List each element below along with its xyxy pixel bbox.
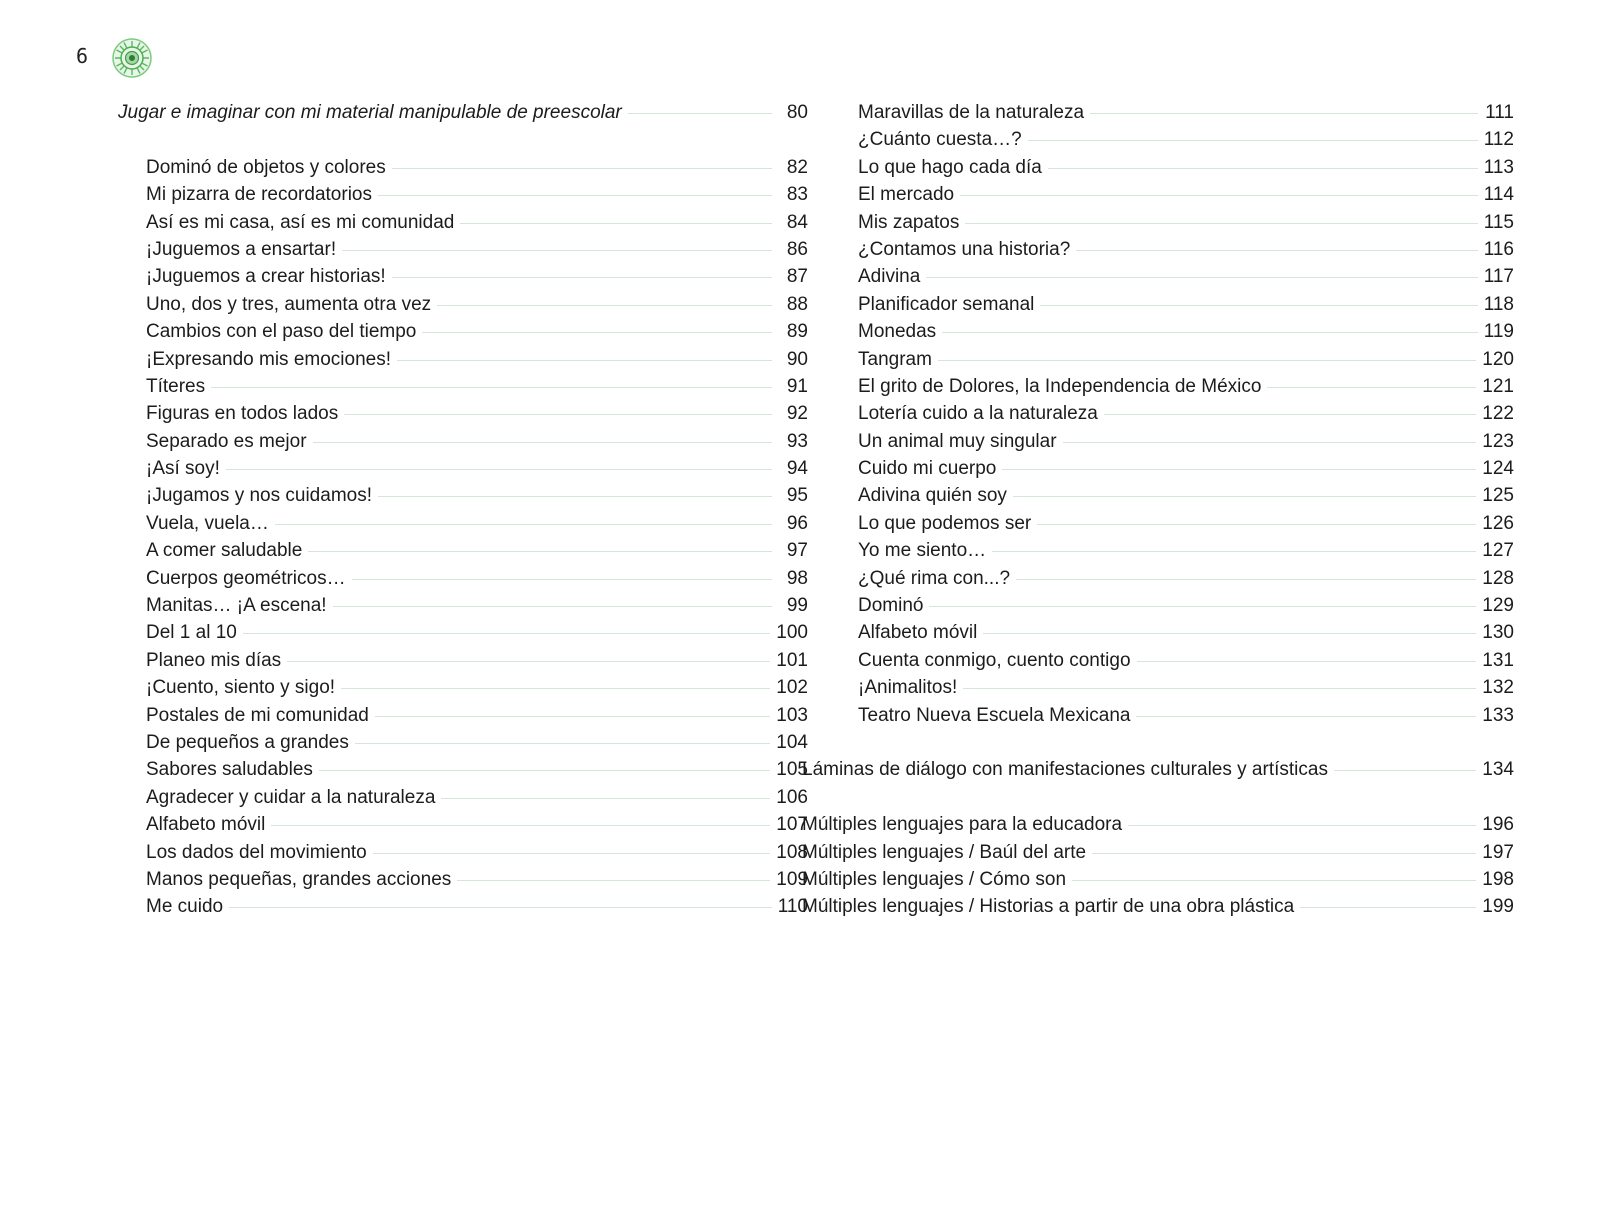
- toc-entry-title: Manos pequeñas, grandes acciones: [146, 868, 452, 890]
- toc-page-number: 95: [786, 485, 808, 507]
- toc-entry-title: Múltiples lenguajes / Cómo son: [802, 868, 1067, 890]
- toc-page-number: 130: [1482, 622, 1514, 644]
- toc-entry[interactable]: [830, 592, 1514, 619]
- toc-entry-title: Maravillas de la naturaleza: [858, 102, 1085, 123]
- dotted-leader: [341, 688, 770, 689]
- dotted-leader: [938, 360, 1476, 361]
- toc-entry-title: A comer saludable: [146, 540, 303, 562]
- dotted-leader: [437, 305, 772, 306]
- toc-entry-title: De pequeños a grandes: [146, 731, 349, 753]
- toc-entry-title: Lo que hago cada día: [858, 156, 1042, 178]
- dotted-leader: [441, 798, 770, 799]
- toc-right-sections: [802, 756, 1514, 783]
- toc-page-number: 110: [777, 896, 808, 918]
- toc-entry-title: ¿Cuánto cuesta…?: [858, 129, 1022, 151]
- toc-entry[interactable]: [830, 674, 1514, 701]
- toc-entry-title: Múltiples lenguajes para la educadora: [802, 814, 1123, 836]
- toc-entry[interactable]: [118, 291, 808, 318]
- toc-entry-title: Planeo mis días: [146, 649, 282, 671]
- dotted-leader: [333, 606, 772, 607]
- toc-page-number: 109: [776, 868, 808, 890]
- toc-page-number: 101: [776, 649, 808, 671]
- toc-page-number: 107: [776, 814, 808, 836]
- toc-page-number: 92: [786, 403, 808, 425]
- toc-entry[interactable]: [830, 647, 1514, 674]
- toc-entry-title: Títeres: [146, 375, 206, 397]
- toc-entry-title: ¡Juguemos a crear historias!: [146, 266, 386, 288]
- dotted-leader: [983, 633, 1476, 634]
- toc-page-number: 97: [786, 540, 808, 562]
- toc-entry[interactable]: [118, 866, 808, 893]
- dotted-leader: [960, 195, 1478, 196]
- toc-page-number: 93: [786, 430, 808, 452]
- toc-section-heading[interactable]: [118, 99, 808, 126]
- toc-entry-title: El mercado: [858, 184, 955, 206]
- toc-page-number: 126: [1482, 512, 1514, 534]
- toc-entry-title: ¡Juguemos a ensartar!: [146, 238, 337, 260]
- toc-entry-title: ¡Así soy!: [146, 458, 220, 480]
- toc-entry-title: Monedas: [858, 321, 937, 343]
- toc-entry-title: Cambios con el paso del tiempo: [146, 321, 417, 343]
- dotted-leader: [271, 825, 770, 826]
- dotted-leader: [926, 277, 1477, 278]
- toc-entry[interactable]: [830, 291, 1514, 318]
- dotted-leader: [355, 743, 770, 744]
- dotted-leader: [992, 551, 1476, 552]
- dotted-leader: [1063, 442, 1477, 443]
- toc-entry[interactable]: [118, 181, 808, 208]
- toc-page-number: 99: [786, 595, 808, 617]
- toc-multiple-languages-list: [802, 811, 1514, 921]
- toc-page-number: 199: [1482, 896, 1514, 918]
- toc-entry-title: Separado es mejor: [146, 430, 307, 452]
- toc-page-number: 94: [786, 458, 808, 480]
- toc-entry[interactable]: [118, 373, 808, 400]
- toc-page-number: 116: [1483, 238, 1514, 260]
- toc-page-number: 118: [1483, 293, 1514, 315]
- toc-page-number: 89: [786, 321, 808, 343]
- toc-entry[interactable]: [830, 181, 1514, 208]
- toc-page-number: 196: [1482, 814, 1514, 836]
- dotted-leader: [1104, 414, 1477, 415]
- toc-entry-title: ¡Jugamos y nos cuidamos!: [146, 485, 372, 507]
- toc-page-number: 197: [1482, 841, 1514, 863]
- dotted-leader: [308, 551, 772, 552]
- dotted-leader: [1037, 524, 1476, 525]
- toc-page-number: 108: [776, 841, 808, 863]
- toc-entry[interactable]: [118, 455, 808, 482]
- toc-section-title: Jugar e imaginar con mi material manipulable de preescolar: [118, 102, 622, 123]
- toc-entry[interactable]: [118, 619, 808, 646]
- dotted-leader: [460, 223, 772, 224]
- dotted-leader: [243, 633, 770, 634]
- toc-entry[interactable]: [802, 811, 1514, 838]
- toc-entry-title: Yo me siento…: [858, 540, 987, 562]
- toc-entry[interactable]: [118, 154, 808, 181]
- dotted-leader: [287, 661, 770, 662]
- toc-entry-title: Me cuido: [146, 896, 224, 918]
- dotted-leader: [378, 195, 772, 196]
- toc-page-number: 113: [1483, 156, 1514, 178]
- toc-page-number: 111: [1485, 102, 1514, 123]
- toc-page-number: 198: [1482, 868, 1514, 890]
- toc-page-number: 133: [1482, 704, 1514, 726]
- dotted-leader: [1016, 579, 1476, 580]
- toc-right-column: [802, 99, 1514, 921]
- dotted-leader: [1136, 716, 1476, 717]
- toc-entry[interactable]: [118, 784, 808, 811]
- dotted-leader: [342, 250, 772, 251]
- toc-page-number: 115: [1483, 211, 1514, 233]
- dotted-leader: [457, 880, 770, 881]
- toc-entry-title: Vuela, vuela…: [146, 512, 269, 534]
- toc-entry[interactable]: [830, 99, 1514, 126]
- toc-entry-title: Tangram: [858, 348, 932, 370]
- toc-page-number: 100: [776, 622, 808, 644]
- toc-entry-title: Cuenta conmigo, cuento contigo: [858, 649, 1131, 671]
- toc-page-number: 119: [1483, 321, 1514, 343]
- toc-entry[interactable]: [830, 537, 1514, 564]
- toc-entry[interactable]: [118, 428, 808, 455]
- toc-entry[interactable]: [830, 619, 1514, 646]
- dotted-leader: [1334, 770, 1476, 771]
- toc-page-number: 114: [1483, 184, 1514, 206]
- toc-page-number: 82: [786, 156, 808, 178]
- dotted-leader: [1048, 168, 1478, 169]
- dotted-leader: [929, 606, 1476, 607]
- dotted-leader: [1076, 250, 1477, 251]
- toc-entry[interactable]: [118, 592, 808, 619]
- toc-page-number: 103: [776, 704, 808, 726]
- toc-entry[interactable]: [802, 756, 1514, 783]
- toc-page-number: 84: [786, 211, 808, 233]
- toc-page-number: 86: [786, 238, 808, 260]
- toc-entry-title: Mi pizarra de recordatorios: [146, 184, 372, 206]
- dotted-leader: [226, 469, 772, 470]
- toc-entry[interactable]: [118, 839, 808, 866]
- toc-entry[interactable]: [118, 674, 808, 701]
- toc-entry[interactable]: [830, 428, 1514, 455]
- toc-entry[interactable]: [830, 209, 1514, 236]
- toc-entry[interactable]: [118, 756, 808, 783]
- dotted-leader: [1013, 496, 1476, 497]
- toc-page-number: 112: [1483, 129, 1514, 151]
- toc-page-number: 122: [1482, 403, 1514, 425]
- toc-entry[interactable]: [802, 893, 1514, 920]
- toc-page-number: 124: [1482, 458, 1514, 480]
- toc-entry-title: Teatro Nueva Escuela Mexicana: [858, 704, 1131, 726]
- toc-page-number: 125: [1482, 485, 1514, 507]
- toc-entry[interactable]: [118, 537, 808, 564]
- dotted-leader: [352, 579, 772, 580]
- toc-entry[interactable]: [118, 400, 808, 427]
- toc-entry-title: Uno, dos y tres, aumenta otra vez: [146, 293, 432, 315]
- toc-entry-title: Dominó de objetos y colores: [146, 156, 386, 178]
- dotted-leader: [229, 907, 772, 908]
- toc-entry-title: ¡Animalitos!: [858, 677, 958, 699]
- toc-entry-title: Lotería cuido a la naturaleza: [858, 403, 1098, 425]
- toc-page-number: 127: [1482, 540, 1514, 562]
- toc-left-list: [118, 154, 808, 921]
- spacer: [118, 126, 808, 153]
- dotted-leader: [1040, 305, 1477, 306]
- toc-entry[interactable]: [830, 455, 1514, 482]
- toc-page-number: 106: [776, 786, 808, 808]
- toc-page-number: 105: [776, 759, 808, 781]
- toc-page-number: 128: [1482, 567, 1514, 589]
- toc-page-number: 88: [786, 293, 808, 315]
- toc-page-number: 91: [786, 375, 808, 397]
- spacer: [830, 729, 1514, 756]
- toc-page-number: 120: [1482, 348, 1514, 370]
- toc-entry[interactable]: [830, 373, 1514, 400]
- toc-page-number: 83: [786, 184, 808, 206]
- toc-entry[interactable]: [118, 811, 808, 838]
- dotted-leader: [1137, 661, 1477, 662]
- dotted-leader: [392, 168, 772, 169]
- toc-page-number: 129: [1482, 595, 1514, 617]
- toc-page-number: 132: [1482, 677, 1514, 699]
- toc-entry-title: El grito de Dolores, la Independencia de México: [858, 375, 1262, 397]
- toc-entry[interactable]: [118, 893, 808, 920]
- toc-page-number: 123: [1482, 430, 1514, 452]
- toc-page-number: 117: [1483, 266, 1514, 288]
- toc-page-number: 121: [1482, 375, 1514, 397]
- toc-entry[interactable]: [830, 346, 1514, 373]
- toc-entry-title: Cuerpos geométricos…: [146, 567, 346, 589]
- toc-page-number: 90: [786, 348, 808, 370]
- dotted-leader: [1028, 140, 1478, 141]
- toc-entry[interactable]: [118, 729, 808, 756]
- toc-entry-title: Figuras en todos lados: [146, 403, 339, 425]
- toc-entry[interactable]: [830, 510, 1514, 537]
- toc-entry-title: Un animal muy singular: [858, 430, 1057, 452]
- dotted-leader: [1002, 469, 1476, 470]
- dotted-leader: [378, 496, 772, 497]
- dotted-leader: [628, 113, 772, 114]
- toc-entry-title: Agradecer y cuidar a la naturaleza: [146, 786, 436, 808]
- toc-entry[interactable]: [118, 263, 808, 290]
- dotted-leader: [1090, 113, 1478, 114]
- toc-entry-title: Lo que podemos ser: [858, 512, 1032, 534]
- toc-entry[interactable]: [118, 482, 808, 509]
- toc-entry[interactable]: [118, 236, 808, 263]
- toc-entry[interactable]: [118, 318, 808, 345]
- toc-entry-title: ¿Contamos una historia?: [858, 238, 1071, 260]
- toc-entry[interactable]: [830, 565, 1514, 592]
- toc-entry[interactable]: [118, 510, 808, 537]
- toc-entry-title: Los dados del movimiento: [146, 841, 367, 863]
- toc-entry-title: Cuido mi cuerpo: [858, 458, 997, 480]
- toc-entry-title: Múltiples lenguajes / Baúl del arte: [802, 841, 1087, 863]
- dotted-leader: [965, 223, 1477, 224]
- toc-entry-title: Así es mi casa, así es mi comunidad: [146, 211, 455, 233]
- toc-entry-title: ¡Cuento, siento y sigo!: [146, 677, 336, 699]
- toc-entry[interactable]: [830, 154, 1514, 181]
- dotted-leader: [1128, 825, 1476, 826]
- dotted-leader: [344, 414, 772, 415]
- toc-right-list: [830, 99, 1514, 729]
- toc-entry-title: Múltiples lenguajes / Historias a partir de una obra plástica: [802, 896, 1295, 918]
- toc-entry[interactable]: [830, 236, 1514, 263]
- dotted-leader: [313, 442, 772, 443]
- dotted-leader: [1267, 387, 1476, 388]
- toc-page-number: 134: [1482, 759, 1514, 781]
- dotted-leader: [942, 332, 1478, 333]
- toc-entry-title: Del 1 al 10: [146, 622, 237, 644]
- toc-entry-title: ¡Expresando mis emociones!: [146, 348, 391, 370]
- toc-entry[interactable]: [830, 482, 1514, 509]
- toc-entry[interactable]: [802, 839, 1514, 866]
- toc-page-number: 104: [776, 731, 808, 753]
- toc-entry[interactable]: [118, 565, 808, 592]
- toc-page-number: 96: [786, 512, 808, 534]
- toc-entry[interactable]: [118, 209, 808, 236]
- dotted-leader: [1072, 880, 1476, 881]
- dotted-leader: [319, 770, 770, 771]
- dotted-leader: [275, 524, 772, 525]
- dotted-leader: [963, 688, 1476, 689]
- toc-entry-title: Dominó: [858, 595, 924, 617]
- toc-entry-title: Postales de mi comunidad: [146, 704, 369, 726]
- dotted-leader: [392, 277, 772, 278]
- toc-page-number: 98: [786, 567, 808, 589]
- toc-entry-title: Mis zapatos: [858, 211, 960, 233]
- toc-entry-title: Manitas… ¡A escena!: [146, 595, 327, 617]
- dotted-leader: [397, 360, 772, 361]
- dotted-leader: [211, 387, 772, 388]
- toc-entry[interactable]: [118, 346, 808, 373]
- toc-entry[interactable]: [118, 647, 808, 674]
- dotted-leader: [1300, 907, 1476, 908]
- toc-entry[interactable]: [118, 702, 808, 729]
- toc-entry-title: Alfabeto móvil: [146, 814, 266, 836]
- toc-entry-title: Adivina: [858, 266, 921, 288]
- dotted-leader: [422, 332, 772, 333]
- toc-entry-title: Adivina quién soy: [858, 485, 1007, 507]
- toc-entry[interactable]: [830, 126, 1514, 153]
- toc-entry[interactable]: [802, 866, 1514, 893]
- toc-entry-title: ¿Qué rima con...?: [858, 567, 1011, 589]
- toc-left-column: [118, 99, 808, 921]
- toc-entry[interactable]: [830, 400, 1514, 427]
- toc-entry[interactable]: [830, 263, 1514, 290]
- toc-page-number: 102: [776, 677, 808, 699]
- toc-entry-title: Alfabeto móvil: [858, 622, 978, 644]
- toc-entry[interactable]: [830, 318, 1514, 345]
- toc-page-number: 87: [786, 266, 808, 288]
- page-number: 6: [76, 44, 89, 68]
- toc-page-number: 131: [1482, 649, 1514, 671]
- green-mandala-icon: [112, 38, 152, 78]
- toc-entry-title: Sabores saludables: [146, 759, 313, 781]
- dotted-leader: [375, 716, 770, 717]
- toc-entry[interactable]: [830, 702, 1514, 729]
- toc-entry-title: Planificador semanal: [858, 293, 1035, 315]
- toc-entry-title: Láminas de diálogo con manifestaciones culturales y artísticas: [802, 759, 1328, 781]
- spacer: [830, 784, 1514, 811]
- dotted-leader: [373, 853, 771, 854]
- dotted-leader: [1092, 853, 1476, 854]
- toc-page-number: 80: [786, 102, 808, 123]
